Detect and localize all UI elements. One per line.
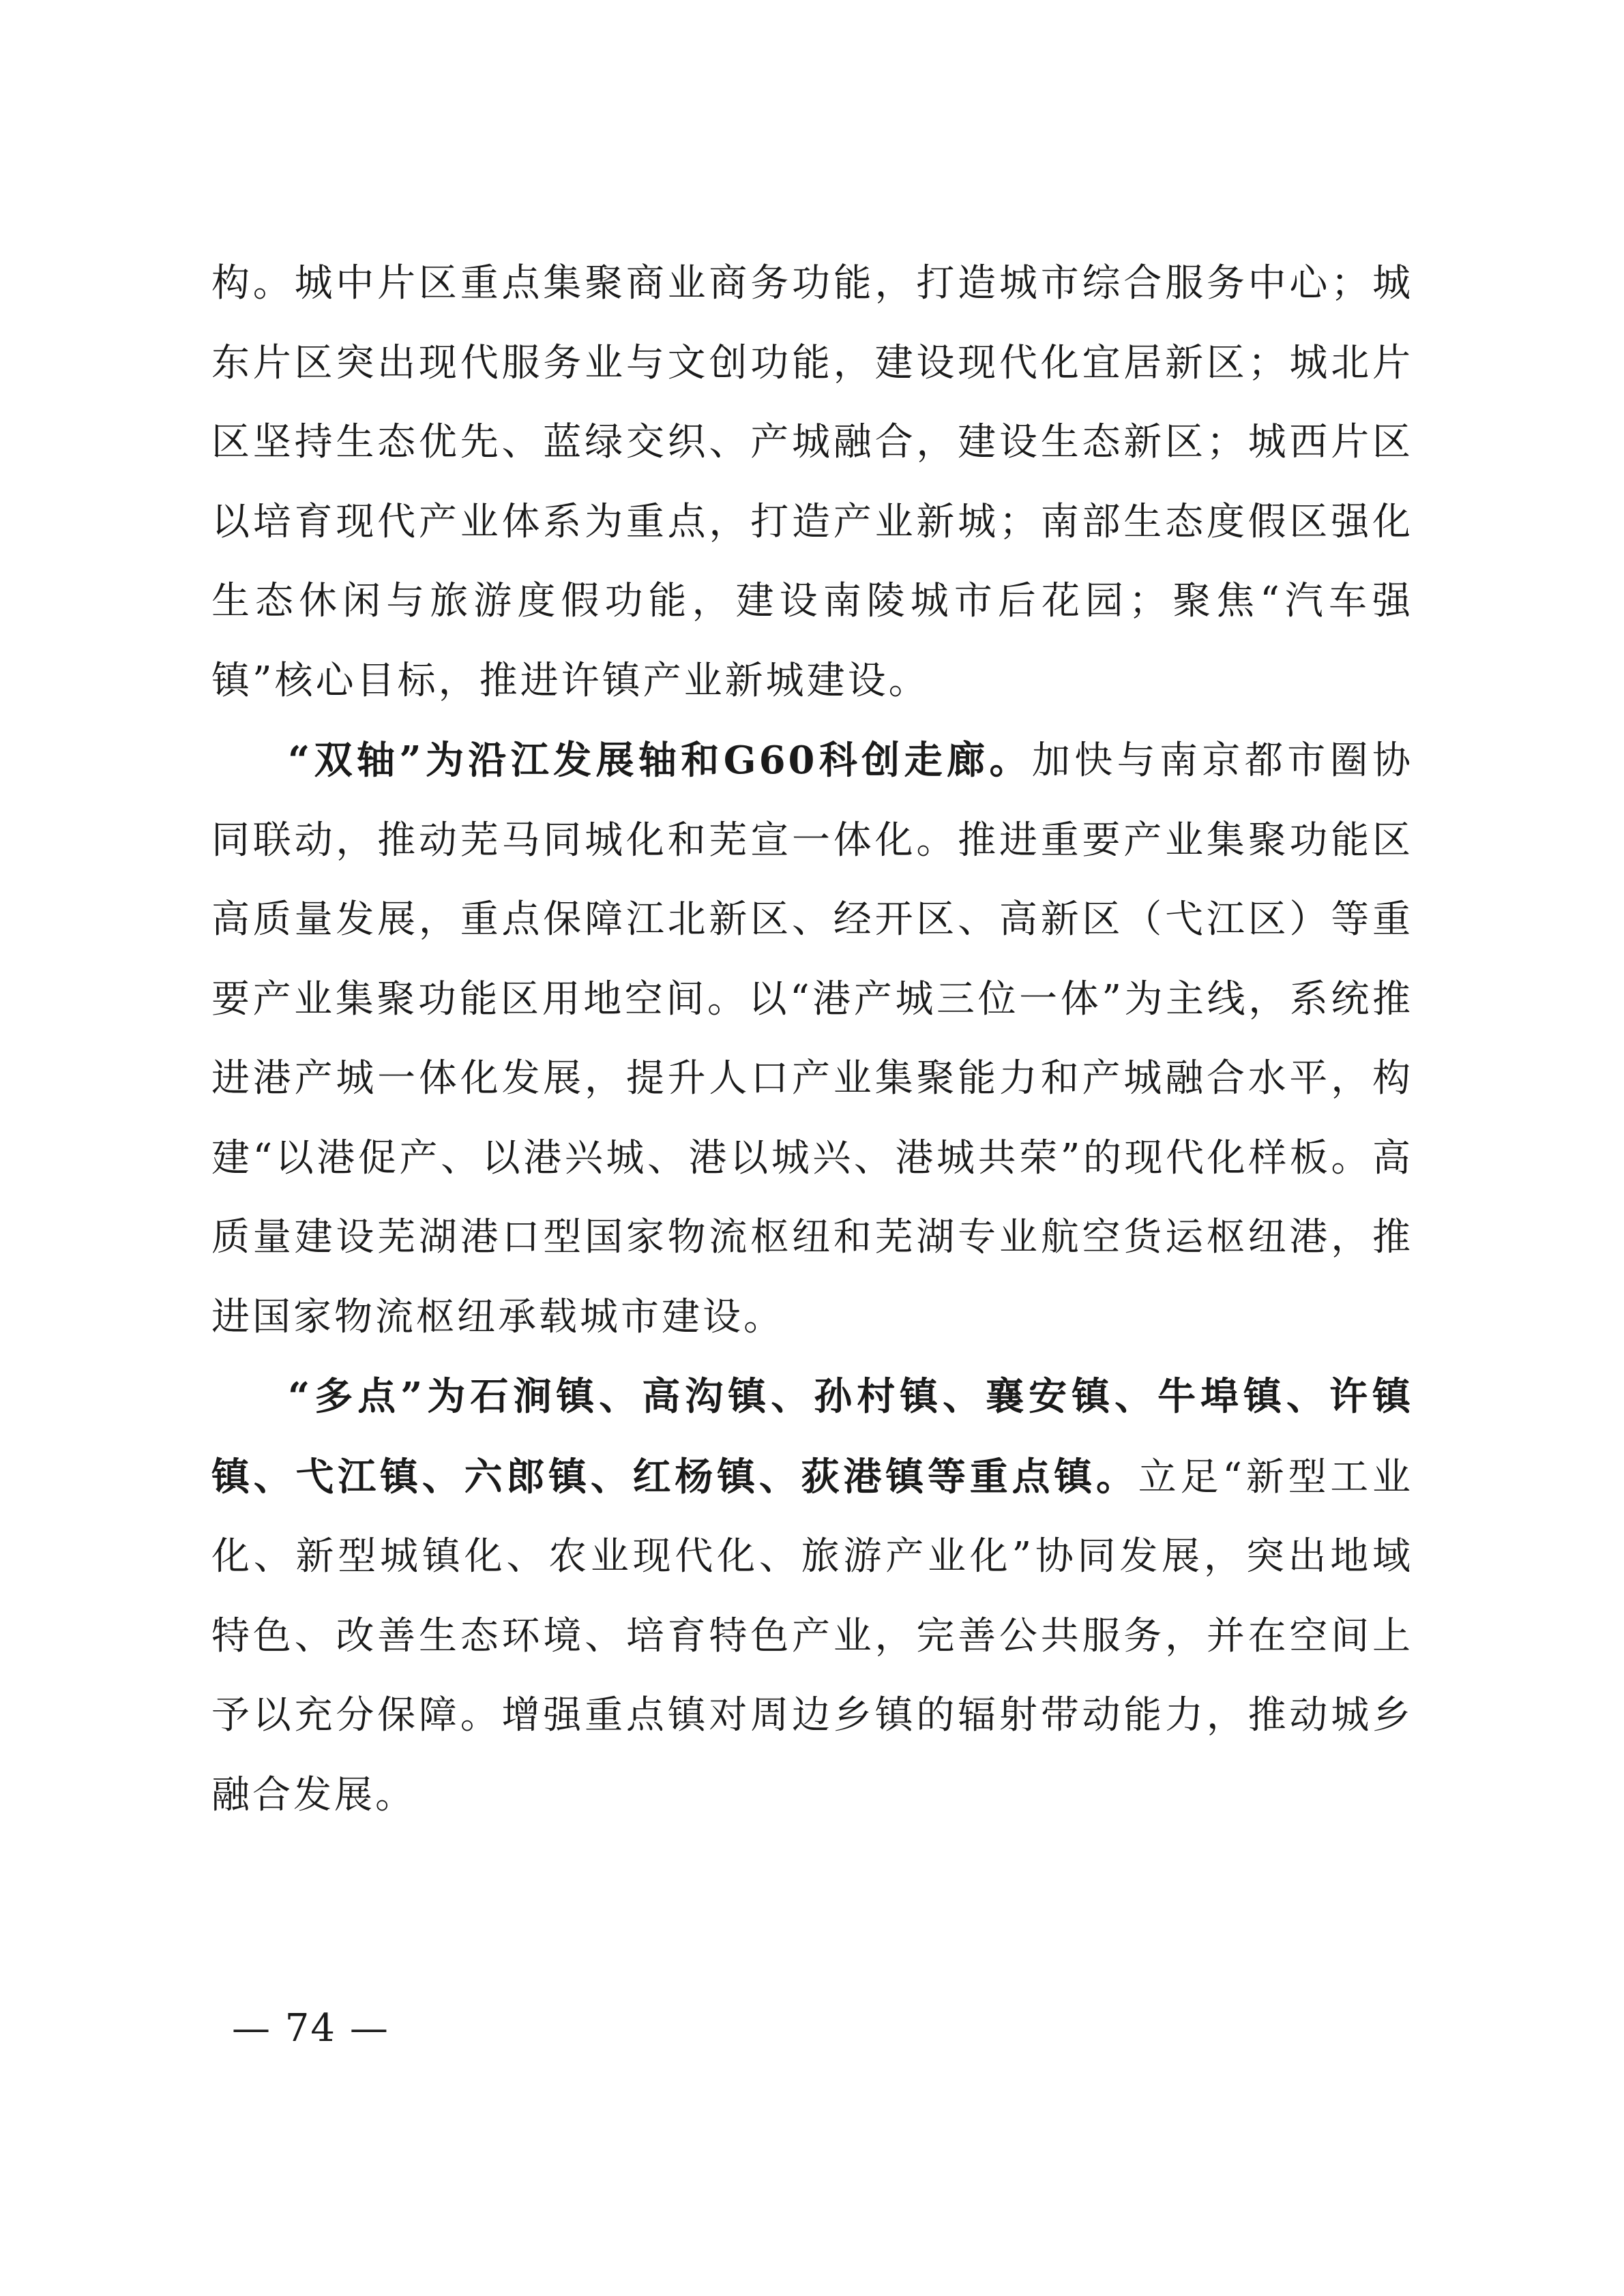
paragraph-2-text: 加快与南京都市圈协同联动，推动芜马同城化和芜宣一体化。推进重要产业集聚功能区高质量发展，重点保障江北新区、经开区、高新区（弋江区）等重要产业集聚功能区用地空间。以“港产城三位一体”为主线，系统推进港产城一体化发展，提升人口产业集聚能力和产城融合水平，构建“以港促产、以港兴城、港以城兴、港城共荣”的现代化样板。高质量建设芜湖港口型国家物流枢纽和芜湖专业航空货运枢纽港，推进国家物流枢纽承载城市建设。 <box>211 739 1413 1339</box>
paragraph-dual-axis <box>211 721 1413 1357</box>
paragraph-continued <box>211 244 1413 721</box>
paragraph-3-heading: “多点”为石涧镇、高沟镇、孙村镇、襄安镇、牛埠镇、许镇镇、弋江镇、六郎镇、红杨镇、荻港镇等重点镇。 <box>211 1374 1413 1500</box>
body-text <box>211 244 1413 1835</box>
paragraph-1-text: 构。城中片区重点集聚商业商务功能，打造城市综合服务中心；城东片区突出现代服务业与文创功能，建设现代化宜居新区；城北片区坚持生态优先、蓝绿交织、产城融合，建设生态新区；城西片区以培育现代产业体系为重点，打造产业新城；南部生态度假区强化生态休闲与旅游度假功能，建设南陵城市后花园；聚焦“汽车强镇”核心目标，推进许镇产业新城建设。 <box>211 261 1413 703</box>
page-number: — 74 — <box>232 2006 389 2051</box>
paragraph-multi-point <box>211 1357 1413 1835</box>
paragraph-3-text: 立足“新型工业化、新型城镇化、农业现代化、旅游产业化”协同发展，突出地域特色、改善生态环境、培育特色产业，完善公共服务，并在空间上予以充分保障。增强重点镇对周边乡镇的辐射带动能力，推动城乡融合发展。 <box>211 1455 1414 1817</box>
paragraph-2-heading: “双轴”为沿江发展轴和G60科创走廊。 <box>288 738 1032 783</box>
